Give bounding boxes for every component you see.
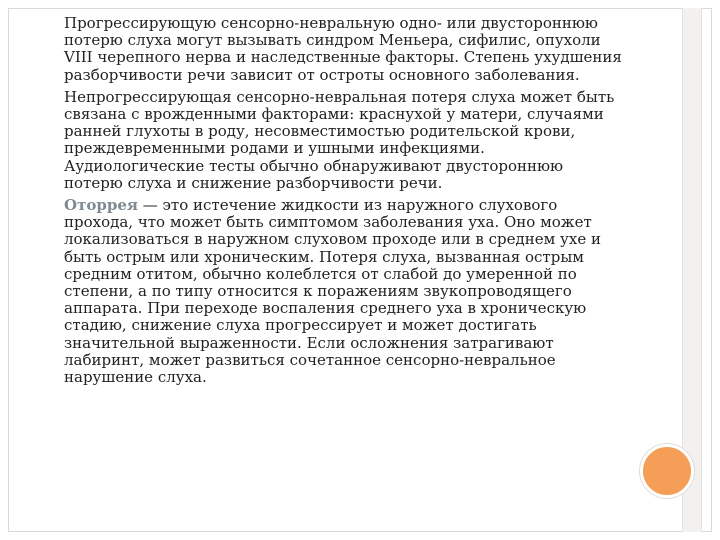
paragraph-otorrhea (64, 197, 624, 386)
slide-body-text (64, 15, 624, 391)
term-otorrhea: Оторрея (64, 196, 138, 215)
paragraph-progressive-loss: Прогрессирующую сенсорно-невральную одно- или двустороннюю потерю слуха могут вызывать синдром Меньера, сифилис, опухоли VIII черепного нерва и наследственные факторы. Степень ухудшения разборчивости речи зависит от остроты основного заболевания. (64, 14, 622, 84)
paragraph-otorrhea-text: — это истечение жидкости из наружного слухового прохода, что может быть симптомом заболевания уха. Оно может локализоваться в наружном слуховом проходе или в среднем ухе и быть острым или хроническим. Потеря слуха, вызванная острым средним отитом, обычно колеблется от слабой до умеренной по степени, а по типу относится к поражениям звукопроводящего аппарата. При переходе воспаления среднего уха в хроническую стадию, снижение слуха прогрессирует и может достигать значительной выраженности. Если осложнения затрагивают лабиринт, может развиться сочетанное сенсорно-невральное нарушение слуха. (64, 196, 601, 387)
decorative-circle-icon (640, 444, 694, 498)
paragraph-nonprogressive-loss: Непрогрессирующая сенсорно-невральная потеря слуха может быть связана с врожденными факторами: краснухой у матери, случаями ранней глухоты в роду, несовместимостью родительской крови, преждевременными родами и ушными инфекциями. Аудиологические тесты обычно обнаруживают двустороннюю потерю слуха и снижение разборчивости речи. (64, 87, 615, 192)
